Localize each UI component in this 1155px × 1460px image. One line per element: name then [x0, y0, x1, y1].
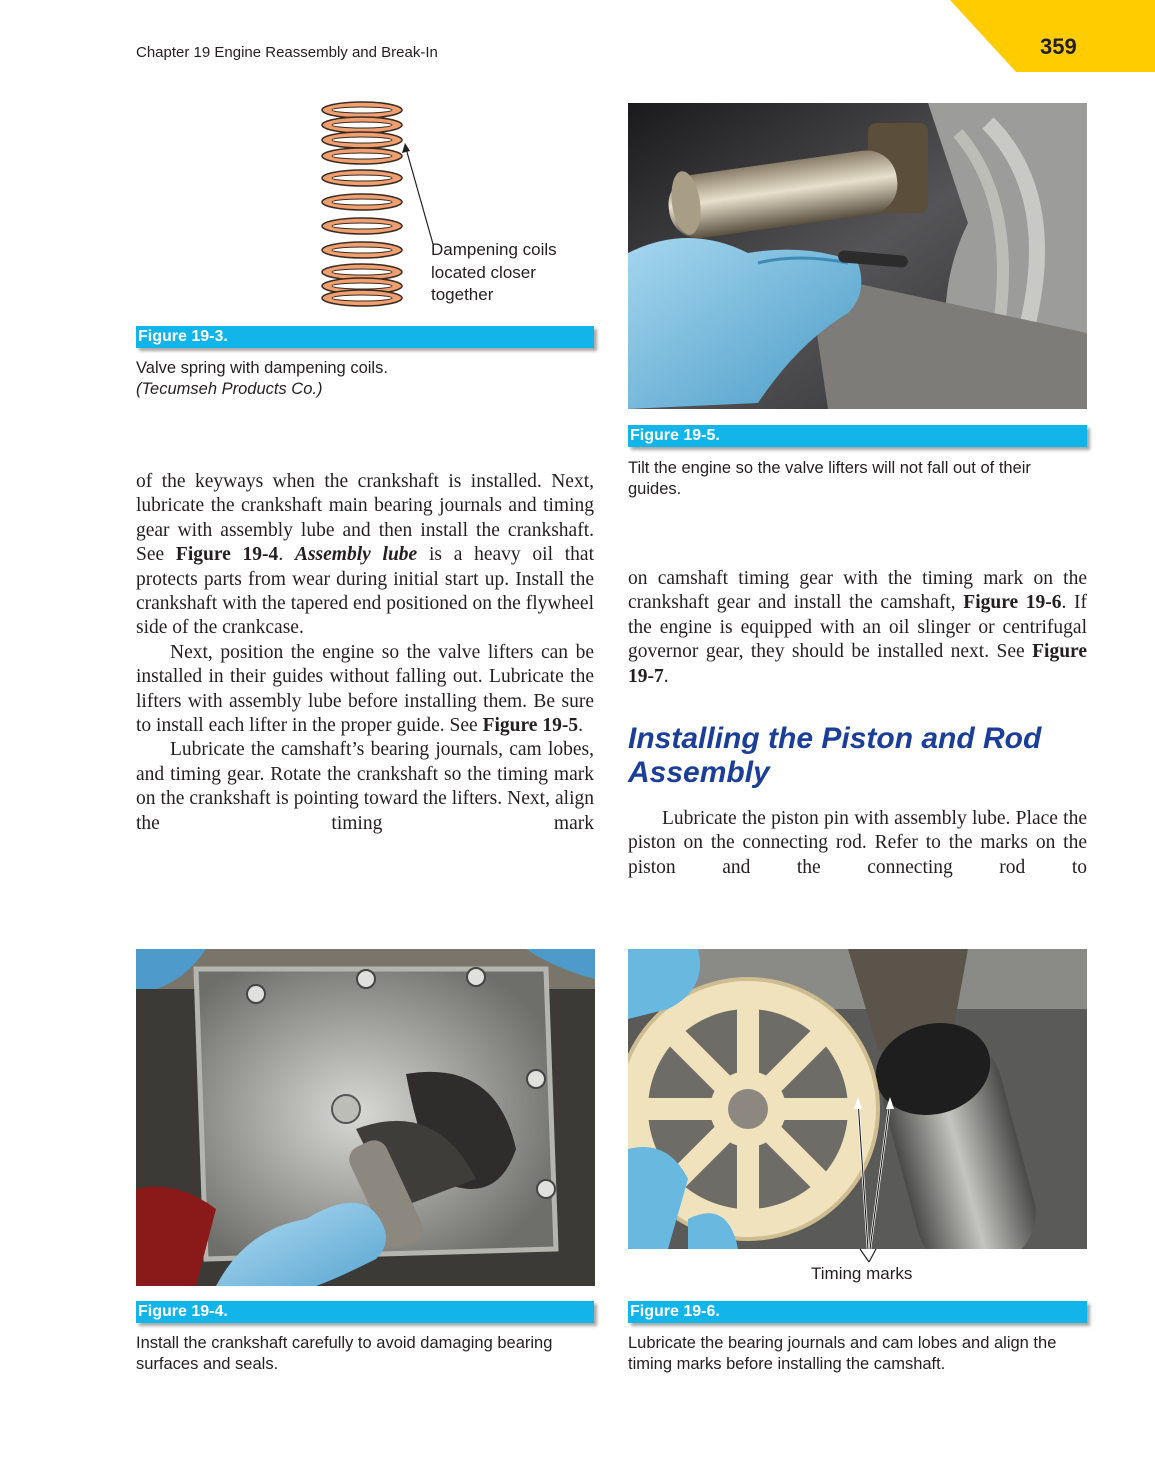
right-column-text — [628, 567, 1087, 689]
annotation-line: Dampening coils — [431, 240, 557, 259]
caption-text: Valve spring with dampening coils. — [136, 359, 388, 377]
timing-marks-annotation: Timing marks — [811, 1264, 913, 1283]
page-number: 359 — [1040, 34, 1077, 59]
running-header: Chapter 19 Engine Reassembly and Break-In — [136, 44, 438, 61]
figure-19-5-label: Figure 19-5. — [628, 425, 1087, 447]
figure-19-6-label: Figure 19-6. — [628, 1301, 1087, 1323]
figure-19-3-label: Figure 19-3. — [136, 326, 594, 348]
timing-marks-leader — [858, 1249, 878, 1264]
paragraph: Next, position the engine so the valve lifters can be installed in their guides without falling out. Lubricate the lifters with assembly lube before installing them. Be sure to install each lifter in the proper guide. See Figure 19-5. — [136, 641, 594, 737]
right-column-text-2 — [628, 807, 1087, 880]
figure-reference: Figure 19-6 — [963, 592, 1062, 614]
figure-19-4-label: Figure 19-4. — [136, 1301, 594, 1323]
figure-19-4-caption: Install the crankshaft carefully to avoid damaging bearing surfaces and seals. — [136, 1334, 553, 1373]
caption-credit: (Tecumseh Products Co.) — [136, 380, 323, 398]
section-heading: Installing the Piston and Rod Assembly — [628, 722, 1042, 789]
annotation-line: together — [431, 285, 494, 304]
figure-reference: Figure 19-5 — [482, 715, 579, 737]
page-corner-tab — [0, 0, 1155, 80]
paragraph: on camshaft timing gear with the timing mark on the crankshaft gear and install the camshaft, Figure 19-6. If the engine is equipped with an oil slinger or centrifugal governor gear, they should be installed next. See Figure 19-7. — [628, 568, 1087, 687]
paragraph: Lubricate the piston pin with assembly lube. Place the piston on the connecting rod. Refer to the marks on the piston and the connecting rod to — [628, 808, 1087, 878]
paragraph: of the keyways when the crankshaft is installed. Next, lubricate the crankshaft main bearing journals and timing gear with assembly lube and then install the crankshaft. See Figure 19-4. Assembly lube is a heavy oil that protects parts from wear during initial start up. Install the crankshaft with the tapered end positioned on the flywheel side of the crankcase. — [136, 471, 595, 639]
left-column-text — [136, 470, 594, 836]
figure-reference: Figure 19-7 — [628, 641, 1087, 687]
paragraph: Lubricate the camshaft’s bearing journals, cam lobes, and timing gear. Rotate the crankshaft so the timing mark on the crankshaft is pointing toward the lifters. Next, align the timing mark — [136, 739, 594, 834]
defined-term: Assembly lube — [294, 544, 418, 566]
figure-19-5-photo — [628, 103, 1087, 409]
figure-19-6-caption: Lubricate the bearing journals and cam lobes and align the timing marks before installing the camshaft. — [628, 1334, 1057, 1373]
figure-19-3-caption — [136, 358, 594, 400]
figure-19-5-caption: Tilt the engine so the valve lifters will not fall out of their guides. — [628, 459, 1031, 498]
figure-19-4-photo — [136, 949, 595, 1286]
spring-annotation — [431, 239, 557, 307]
figure-reference: Figure 19-4 — [175, 544, 279, 566]
annotation-line: located closer — [431, 262, 536, 282]
spring-leader-line — [400, 140, 440, 250]
figure-19-6-photo — [628, 949, 1087, 1249]
